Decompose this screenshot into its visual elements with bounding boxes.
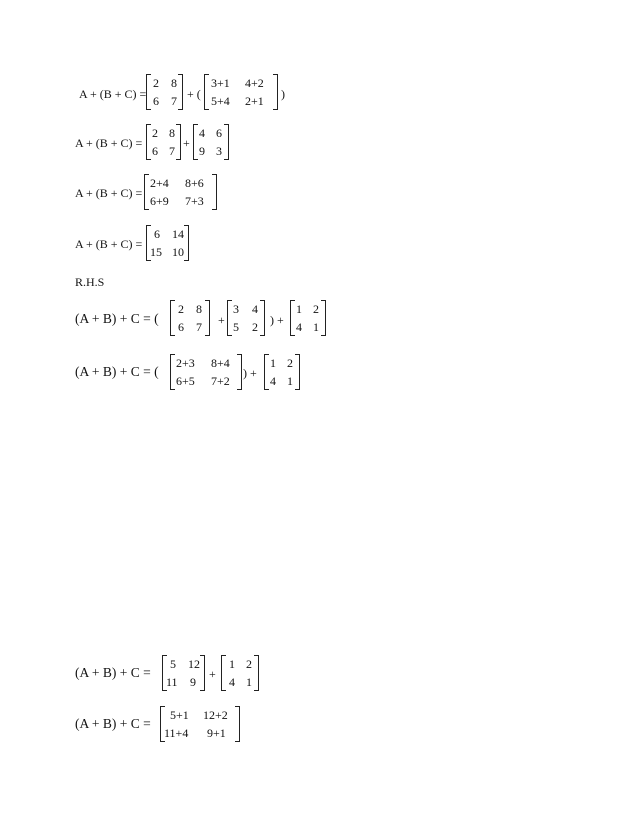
eq5-matrix-3 <box>290 300 326 336</box>
matrix-cell: 7+3 <box>185 194 204 208</box>
eq7-lhs: (A + B) + C = <box>75 665 151 680</box>
matrix-cell: 5 <box>170 657 176 671</box>
matrix-cell: 7 <box>171 94 177 108</box>
matrix-cell: 4 <box>199 126 205 140</box>
matrix-cell: 6+5 <box>176 374 195 388</box>
matrix-cell: 1 <box>296 302 302 316</box>
matrix-cell: 2 <box>246 657 252 671</box>
matrix-cell: 5+1 <box>170 708 189 722</box>
eq8-lhs: (A + B) + C = <box>75 716 151 731</box>
eq7-matrix-1 <box>162 655 205 691</box>
eq2-matrix-2 <box>193 124 229 160</box>
matrix-cell: 8 <box>196 302 202 316</box>
matrix-cell: 10 <box>172 245 184 259</box>
eq1-matrix-1 <box>146 74 183 110</box>
matrix-cell: 1 <box>270 356 276 370</box>
eq6-matrix-2 <box>264 354 300 390</box>
matrix-cell: 8+6 <box>185 176 204 190</box>
matrix-cell: 11 <box>166 675 178 689</box>
matrix-cell: 4+2 <box>245 76 264 90</box>
matrix-cell: 2+1 <box>245 94 264 108</box>
matrix-cell: 6 <box>178 320 184 334</box>
matrix-cell: 8+4 <box>211 356 230 370</box>
matrix-cell: 7 <box>196 320 202 334</box>
eq2-plus: + <box>183 136 190 150</box>
matrix-cell: 9+1 <box>207 726 226 740</box>
eq2-lhs: A + (B + C) = <box>75 136 143 150</box>
matrix-cell: 14 <box>172 227 184 241</box>
matrix-cell: 3 <box>233 302 239 316</box>
matrix-cell: 4 <box>270 374 276 388</box>
matrix-cell: 6 <box>152 144 158 158</box>
matrix-cell: 1 <box>313 320 319 334</box>
matrix-cell: 2 <box>313 302 319 316</box>
matrix-cell: 1 <box>229 657 235 671</box>
eq1-plus-open: + ( <box>187 87 201 101</box>
eq5-close-plus: ) + <box>270 313 284 327</box>
eq8-matrix-1 <box>160 706 240 742</box>
matrix-cell: 7 <box>169 144 175 158</box>
matrix-cell: 2 <box>152 126 158 140</box>
eq5-matrix-1 <box>170 300 210 336</box>
matrix-cell: 8 <box>171 76 177 90</box>
eq5-lhs: (A + B) + C = ( <box>75 311 159 326</box>
eq5-matrix-2 <box>227 300 265 336</box>
matrix-cell: 5 <box>233 320 239 334</box>
matrix-cell: 4 <box>296 320 302 334</box>
rhs-heading: R.H.S <box>75 275 105 289</box>
eq7-matrix-2 <box>221 655 259 691</box>
eq6-close-plus: ) + <box>243 366 257 380</box>
matrix-cell: 7+2 <box>211 374 230 388</box>
matrix-cell: 3 <box>216 144 222 158</box>
eq3-matrix-1 <box>144 174 217 210</box>
matrix-cell: 15 <box>150 245 162 259</box>
matrix-cell: 8 <box>169 126 175 140</box>
matrix-cell: 2 <box>287 356 293 370</box>
eq2-matrix-1 <box>146 124 181 160</box>
matrix-cell: 4 <box>229 675 235 689</box>
matrix-cell: 11+4 <box>164 726 189 740</box>
matrix-cell: 9 <box>199 144 205 158</box>
matrix-cell: 5+4 <box>211 94 230 108</box>
matrix-cell: 2 <box>252 320 258 334</box>
eq4-lhs: A + (B + C) = <box>75 237 143 251</box>
matrix-cell: 6 <box>154 227 160 241</box>
matrix-cell: 12 <box>188 657 200 671</box>
matrix-cell: 6+9 <box>150 194 169 208</box>
eq4-matrix-1 <box>146 225 189 261</box>
matrix-cell: 2 <box>178 302 184 316</box>
matrix-cell: 1 <box>246 675 252 689</box>
eq6-lhs: (A + B) + C = ( <box>75 364 159 379</box>
matrix-cell: 2 <box>153 76 159 90</box>
matrix-cell: 1 <box>287 374 293 388</box>
eq7-plus: + <box>209 667 216 681</box>
matrix-cell: 12+2 <box>203 708 228 722</box>
matrix-cell: 3+1 <box>211 76 230 90</box>
matrix-cell: 6 <box>153 94 159 108</box>
eq1-matrix-2 <box>204 74 278 110</box>
eq6-matrix-1 <box>170 354 242 390</box>
matrix-cell: 9 <box>190 675 196 689</box>
eq5-plus: + <box>218 313 225 327</box>
eq1-lhs: A + (B + C) = <box>79 87 147 101</box>
matrix-cell: 2+4 <box>150 176 169 190</box>
matrix-cell: 6 <box>216 126 222 140</box>
matrix-cell: 2+3 <box>176 356 195 370</box>
matrix-cell: 4 <box>252 302 258 316</box>
eq3-lhs: A + (B + C) = <box>75 186 143 200</box>
eq1-close-paren: ) <box>281 87 285 101</box>
